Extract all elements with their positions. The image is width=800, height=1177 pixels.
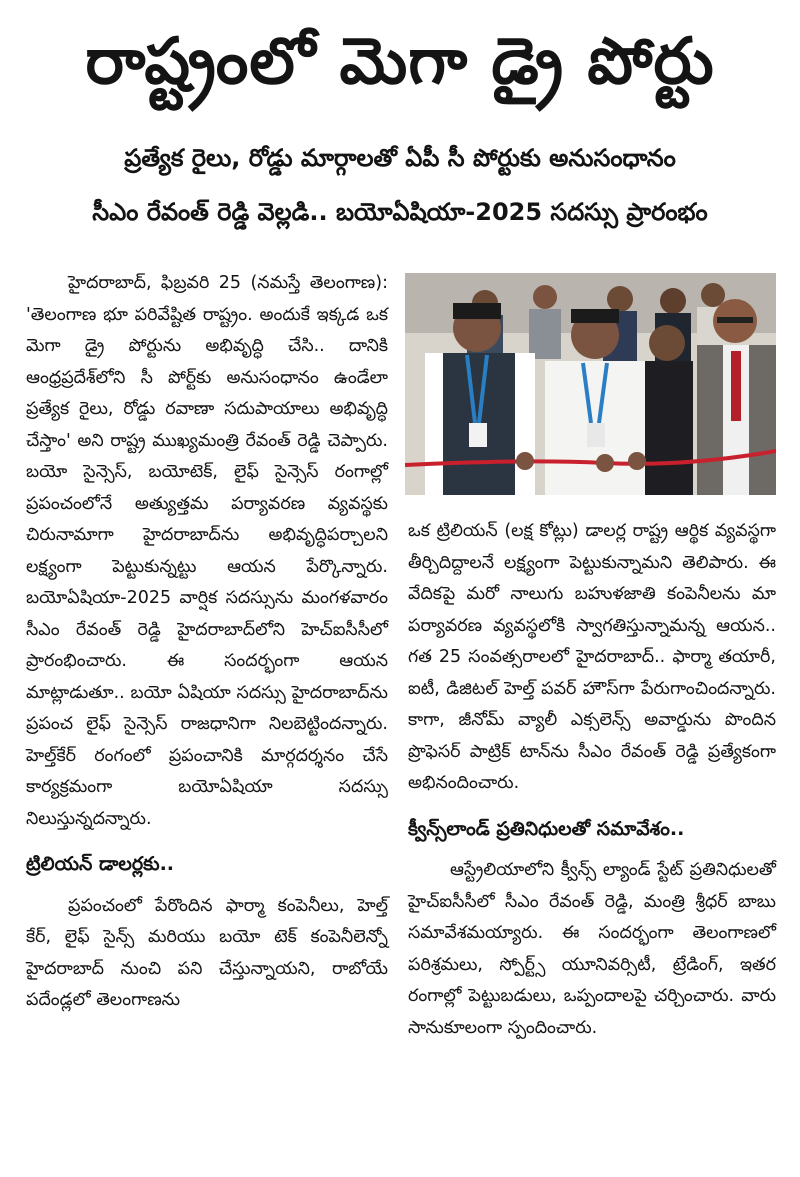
article-paragraph: ప్రపంచంలో పేరొందిన ఫార్మా కంపెనీలు, హెల్త్ కేర్, లైఫ్ సైన్స్ మరియు బయో టెక్ కంపెనీలెన్నో హైదరాబాద్ నుంచి పని చేస్తున్నాయని, రాబోయే పదేండ్లలో తెలంగాణను (26, 895, 388, 1010)
article-paragraph: ఆస్ట్రేలియాలోని క్వీన్స్ ల్యాండ్ స్టేట్ ప్రతినిధులతో హైచ్ఐసీసీలో సీఎం రేవంత్ రెడ్డి, మంత్రి శ్రీధర్ బాబు సమావేశమయ్యారు. ఈ సందర్భంగా తెలంగాణలో పరిశ్రమలు, స్పోర్ట్స్ యూనివర్సిటీ, ట్రేడింగ్, ఇతర రంగాల్లో పెట్టుబడులు, ఒప్పందాలపై చర్చించారు. వారు సానుకూలంగా స్పందించారు. (408, 860, 776, 1038)
left-column (26, 268, 388, 1017)
subheadline-1: ప్రత్యేక రైలు, రోడ్డు మార్గాలతో ఏపీ సీ పోర్టుకు అనుసంధానం (124, 144, 676, 172)
headline: రాష్ట్రంలో మెగా డ్రై పోర్టు (85, 24, 715, 99)
event-photo (405, 273, 776, 495)
article-paragraph: హైదరాబాద్, ఫిబ్రవరి 25 (నమస్తే తెలంగాణ): 'తెలంగాణ భూ పరివేష్టిత రాష్ట్రం. అందుకే ఇక్కడ ఒక మెగా డ్రై పోర్టును అభివృద్ధి చేసి.. దానికి ఆంధ్రప్రదేశ్‌లోని సీ పోర్ట్‌కు అనుసంధానం ఉండేలా ప్రత్యేక రైలు, రోడ్డు రవాణా సదుపాయాలు అభివృద్ధి చేస్తాం' అని రాష్ట్ర ముఖ్యమంత్రి రేవంత్ రెడ్డి చెప్పారు. బయో సైన్సెస్, బయోటెక్, లైఫ్ సైన్సెస్ రంగాల్లో ప్రపంచంలోనే అత్యుత్తమ పర్యావరణ వ్యవస్థకు చిరునామాగా హైదరాబాద్‌ను అభివృద్ధిపర్చాలని లక్ష్యంగా పెట్టుకున్నట్టు ఆయన పేర్కొన్నారు. బయోఏషియా-2025 వార్షిక సదస్సును మంగళవారం సీఎం రేవంత్ రెడ్డి హైదరాబాద్‌లోని హెచ్ఐసీసీలో ప్రారంభించారు. ఈ సందర్భంగా ఆయన మాట్లాడుతూ.. బయో ఏషియా సదస్సు హైదరాబాద్‌ను ప్రపంచ లైఫ్ సైన్సెస్ రాజధానిగా నిలబెట్టిందన్నారు. హెల్త్‌కేర్ రంగంలో ప్రపంచానికి మార్గదర్శనం చేసే కార్యక్రమంగా బయోఏషియా సదస్సు నిలుస్తున్నదన్నారు. (26, 273, 388, 829)
section-heading-trillion: ట్రిలియన్ డాలర్లకు.. (26, 853, 175, 875)
right-column (408, 516, 776, 1044)
subheadline-2: సీఎం రేవంత్ రెడ్డి వెల్లడి.. బయోఏషియా-2025 సదస్సు ప్రారంభం (92, 198, 708, 226)
section-heading-queensland: క్వీన్స్‌లాండ్ ప్రతినిధులతో సమావేశం.. (408, 817, 685, 840)
article-paragraph: ఒక ట్రిలియన్ (లక్ష కోట్లు) డాలర్ల రాష్ట్ర ఆర్థిక వ్యవస్థగా తీర్చిదిద్దాలనే లక్ష్యంగా పెట్టుకున్నామని తెలిపారు. ఈ వేదికపై మరో నాలుగు బహుళజాతి కంపెనీలను మా పర్యావరణ వ్యవస్థలోకి స్వాగతిస్తున్నామన్న ఆయన.. గత 25 సంవత్సరాలలో హైదరాబాద్.. ఫార్మా తయారీ, ఐటీ, డిజిటల్ హెల్త్ పవర్ హౌస్‌గా పేరుగాంచిందన్నారు. కాగా, జీనోమ్ వ్యాలీ ఎక్సలెన్స్ అవార్డును పొందిన ప్రొఫెసర్ పాట్రిక్ టాన్‌ను సీఎం రేవంత్ రెడ్డి ప్రత్యేకంగా అభినందించారు. (408, 521, 776, 793)
